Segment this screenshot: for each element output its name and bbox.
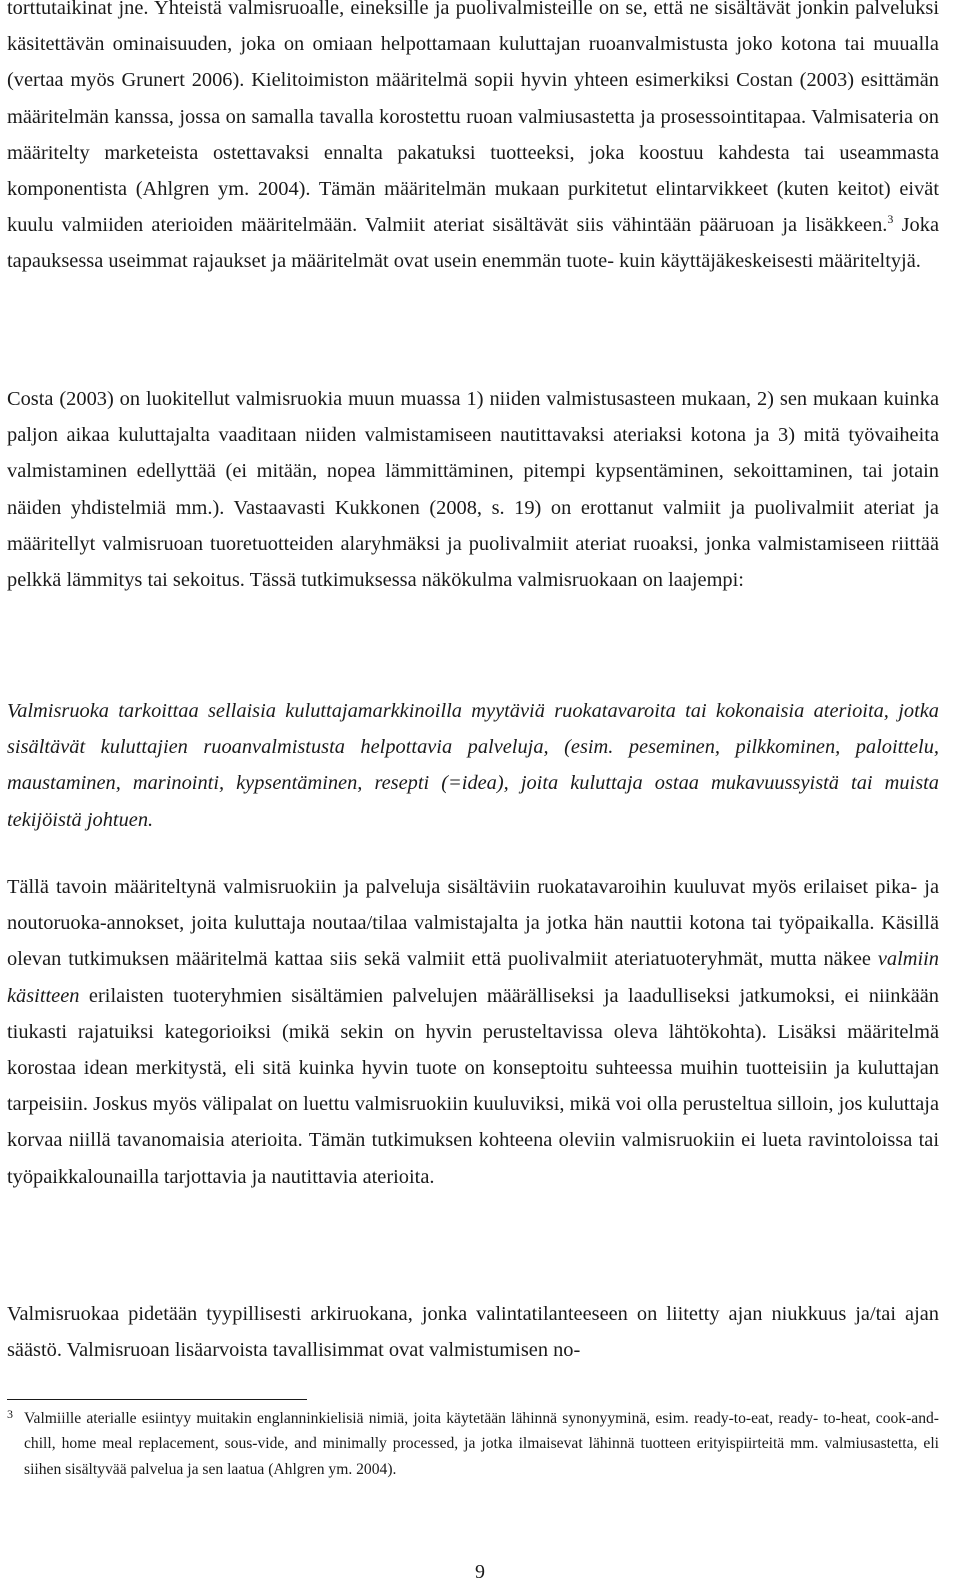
definition-paragraph: Valmisruoka tarkoittaa sellaisia kuluttajamarkkinoilla myytäviä ruokatavaroita tai kokonaisia aterioita, jotka sisältävät kuluttajien ruoanvalmistusta helpottavia palveluja, (esim. peseminen, pilkkominen, paloittelu, maustaminen, marinointi, kypsentäminen, resepti (=idea), joita kuluttaja ostaa mukavuussyistä tai muista tekijöistä johtuen. (7, 700, 939, 831)
paragraph-1-text: torttutaikinat jne. Yhteistä valmisruoalle, eineksille ja puolivalmisteille on se, että ne sisältävät jonkin palveluksi käsitettävän ominaisuuden, joka on omiaan helpottamaan kuluttajan ruoanvalmistusta joko kotona tai muualla (vertaa myös Grunert 2006). Kielitoimiston määritelmä sopii hyvin yhteen esimerkiksi Costan (2003) esittämän määritelmän kanssa, jossa on samalla tavalla korostettu ruoan valmiusastetta ja prosessointitapaa. Valmisateria on määritelty marketeista ostettavaksi ennalta pakatuksi tuotteeksi, joka koostuu kahdesta tai useammasta komponentista (Ahlgren ym. 2004). Tämän määritelmän mukaan purkitetut elintarvikkeet (kuten keitot) eivät kuulu valmiiden aterioiden määritelmään. Valmiit ateriat sisältävät siis vähintään pääruoan ja lisäkkeen. (7, 0, 939, 237)
paragraph-1-text-end: Joka tapauksessa useimmat rajaukset ja määritelmät ovat usein enemmän tuote- kuin käyttäjäkeskeisesti määriteltyjä. (7, 214, 939, 273)
footnote-text: Valmiille aterialle esiintyy muitakin englanninkielisiä nimiä, joita käytetään lähinnä synonyyminä, esim. ready-to-eat, ready- to-heat, cook-and-chill, home meal replacement, sous-vide, and minimally processed, ja jotka ilmaisevat lähinnä tuotteen erityispiirteitä mm. valmiusastetta, eli siihen sisältyvää palvelua ja sen laatua (Ahlgren ym. 2004). (24, 1410, 939, 1478)
paragraph-5: Valmisruokaa pidetään tyypillisesti arkiruokana, jonka valintatilanteeseen on liitetty ajan niukkuus ja/tai ajan säästö. Valmisruoan lisäarvoista tavallisimmat ovat valmistumisen no- (7, 1303, 939, 1362)
paragraph-4-text: Tällä tavoin määriteltynä valmisruokiin ja palveluja sisältäviin ruokatavaroihin kuuluvat myös erilaiset pika- ja noutoruoka-annokset, joita kuluttaja noutaa/tilaa valmistajalta ja jotka hän nauttii kotona tai työpaikalla. Käsillä olevan tutkimuksen määritelmä kattaa siis sekä valmiit että puolivalmiit ateriatuoteryhmät, mutta näkee (7, 876, 939, 971)
paragraph-4 (7, 869, 939, 1195)
emphasized-term: valmiin käsitteen (7, 948, 939, 1007)
footnote-number: 3 (7, 1407, 13, 1421)
footnote-reference: 3 (887, 212, 894, 227)
footnote-divider (7, 1399, 307, 1400)
footnote (7, 1406, 939, 1482)
paragraph-4-text-end: erilaisten tuoteryhmien sisältämien palvelujen määrälliseksi ja laadulliseksi jatkumoksi, ei niinkään tiukasti rajatuiksi kategorioiksi (mikä sekin on hyvin perusteltavissa oleva lähtökohta). Lisäksi määritelmä korostaa idean merkitystä, eli sitä kuinka hyvin tuote on konseptoitu suhteessa muihin tuotteisiin ja kuluttajan tarpeisiin. Joskus myös välipalat on luettu valmisruokiin kuuluviksi, mikä voi olla perusteltua silloin, jos kuluttaja korvaa niillä tavanomaisia aterioita. Tämän tutkimuksen kohteena oleviin valmisruokiin ei lueta ravintoloissa tai työpaikkalounailla tarjottavia ja nautittavia aterioita. (7, 984, 939, 1188)
paragraph-1 (7, 0, 939, 280)
page-number: 9 (475, 1561, 485, 1583)
paragraph-2: Costa (2003) on luokitellut valmisruokia muun muassa 1) niiden valmistusasteen mukaan, 2) sen mukaan kuinka paljon aikaa kuluttajalta vaaditaan niiden valmistamiseen nautittavaksi ateriaksi kotona ja 3) mitä työvaiheita valmistaminen edellyttää (ei mitään, nopea lämmittäminen, pitempi kypsentäminen, sekoittaminen, tai jotain näiden yhdistelmiä mm.). Vastaavasti Kukkonen (2008, s. 19) on erottanut valmiit ja puolivalmiit ateriat ja määritellyt valmisruoan tuoretuotteiden alaryhmäksi ja puolivalmiit ateriat ruoaksi, jonka valmistamiseen riittää pelkkä lämmitys tai sekoitus. Tässä tutkimuksessa näkökulma valmisruokaan on laajempi: (7, 388, 939, 592)
